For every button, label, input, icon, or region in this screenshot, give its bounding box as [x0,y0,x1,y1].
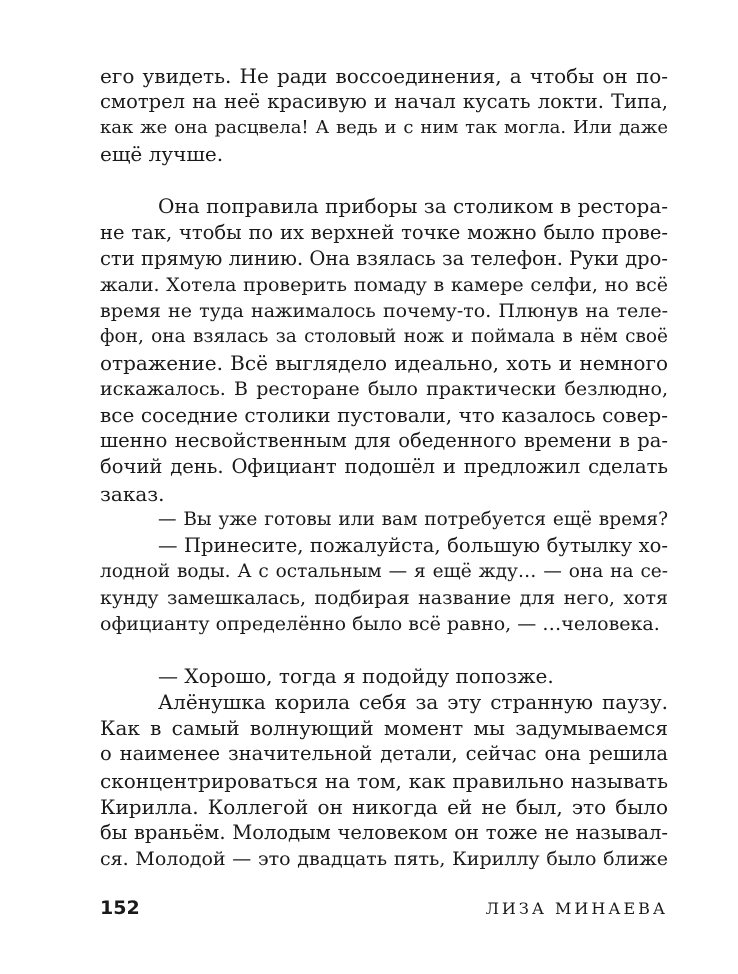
dialogue-line: — Хорошо, тогда я подойду попозже. [158,664,554,689]
text-line: его увидеть. Не ради воссоединения, а чтобы он по- [100,64,668,88]
text-line: отражение. Всё выглядело идеально, хоть и немного [100,351,668,376]
text-line: шенно несвойственным для обеденного времени в ра- [100,429,668,453]
dialogue-line: — Принесите, пожалуйста, большую бутылку хо- [158,533,668,557]
page-number: 152 [100,897,140,919]
text-line: бы враньём. Молодым человеком он тоже не называл- [100,820,668,844]
text-line: искажалось. В ресторане было практически безлюдно, [100,378,668,401]
dialogue-line: — Вы уже готовы или вам потребуется ещё время? [158,508,668,530]
text-line: не так, чтобы по их верхней точке можно было прове- [100,220,668,244]
text-line: о наименее значительной детали, сейчас она решила [100,742,668,766]
text-line: Она поправила приборы за столиком в рестора- [158,194,668,219]
paragraph-gap [100,637,668,663]
text-line: фон, она взялась за столовый нож и поймала в нём своё [100,325,668,347]
text-line: бочий день. Официант подошёл и предложил сделать [100,455,668,479]
text-line: как же она расцвела! А ведь и с ним так могла. Или даже [100,117,668,139]
text-line: жали. Хотела проверить помаду в камере селфи, но всё [100,273,668,296]
text-line: официанту определённо было всё равно, — …человека. [100,612,660,635]
text-line: лодной воды. А с остальным — я ещё жду… — она на се- [100,560,668,582]
text-line: ся. Молодой — это двадцать пять, Кириллу было ближе [100,847,668,870]
paragraph-gap [100,167,668,193]
text-line: сти прямую линию. Она взялась за телефон. Руки дро- [100,246,668,270]
body-text [100,63,668,872]
text-line: Кирилла. Коллегой он никогда ей не был, это было [100,794,668,819]
text-line: время не туда нажималось почему-то. Плюнув на теле- [100,299,668,322]
text-line: сконцентрироваться на том, как правильно называть [100,768,668,793]
text-line: все соседние столики пустовали, что казалось совер- [100,403,668,428]
text-line: ещё лучше. [100,142,224,167]
text-line: Как в самый волнующий момент мы задумываемся [100,716,668,741]
text-line: смотрел на неё красивую и начал кусать локти. Типа, [100,90,668,114]
text-line: Алёнушка корила себя за эту странную паузу. [158,690,668,715]
running-footer-author: ЛИЗА МИНАЕВА [485,899,668,918]
text-line: кунду замешкалась, подбирая название для него, хотя [100,586,668,609]
text-line: заказ. [100,481,165,506]
